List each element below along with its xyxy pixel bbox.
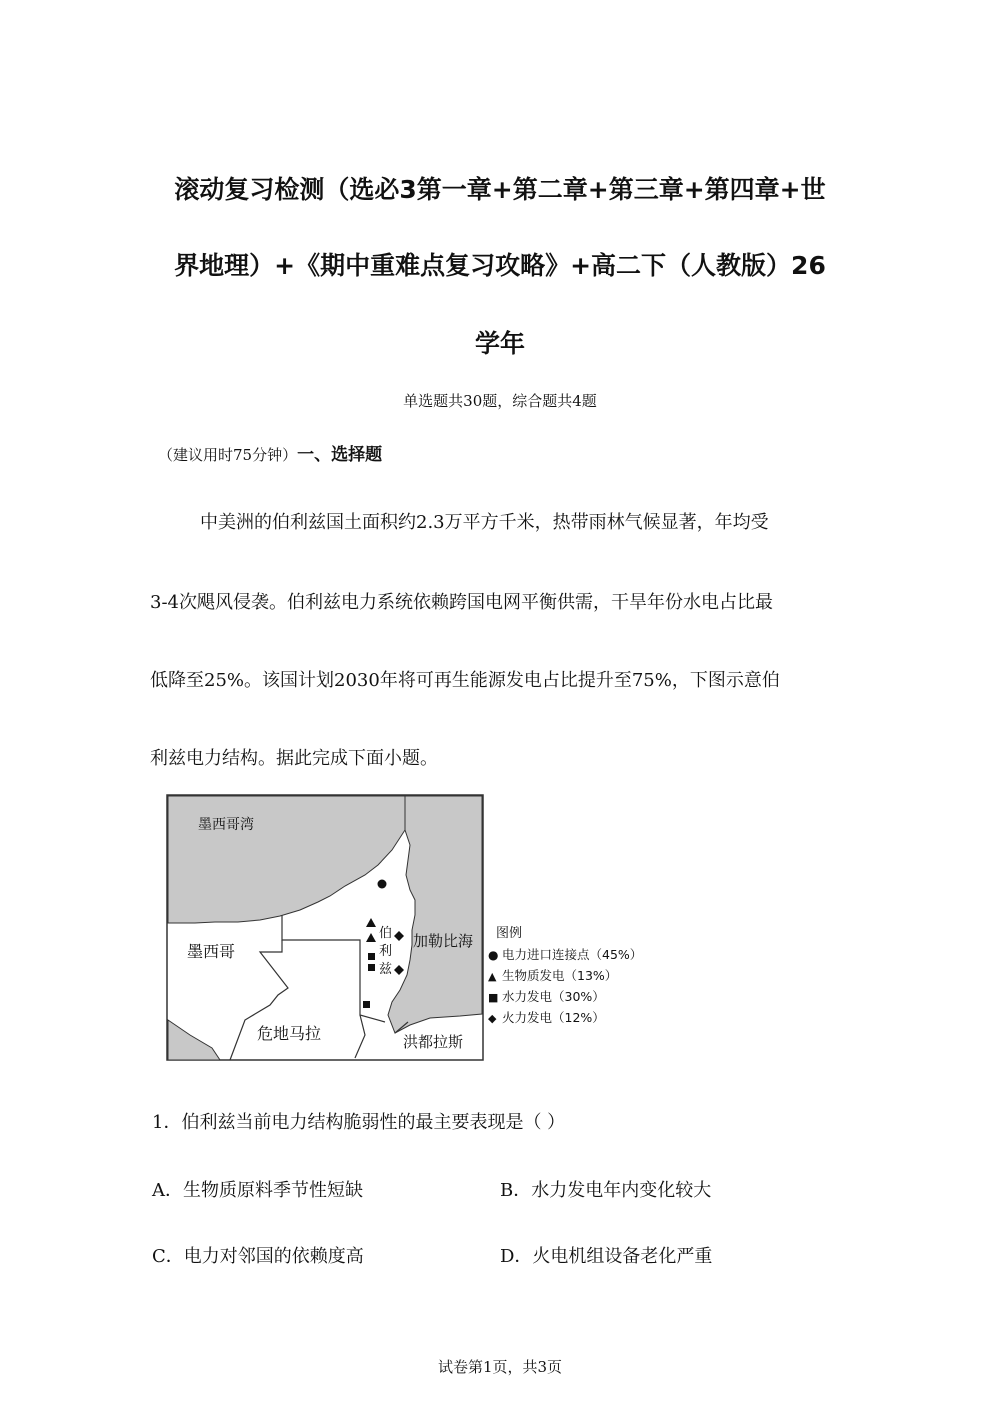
label-gulf-of-mexico: 墨西哥湾 bbox=[198, 817, 254, 833]
legend-hydro-label: 水力发电（30%） bbox=[502, 989, 605, 1004]
label-mexico: 墨西哥 bbox=[187, 942, 236, 961]
hydro-marker bbox=[368, 964, 375, 971]
question-stem: 1．伯利兹当前电力结构脆弱性的最主要表现是（ ） bbox=[152, 1112, 566, 1133]
hydro-marker bbox=[363, 1001, 370, 1008]
legend-symbol-square: ■ bbox=[488, 991, 499, 1004]
time-hint: （建议用时75分钟） bbox=[158, 446, 298, 464]
label-guatemala: 危地马拉 bbox=[257, 1024, 322, 1043]
belize-power-map bbox=[160, 790, 670, 1065]
title-line-1: 滚动复习检测（选必3第一章+第二章+第三章+第四章+世 bbox=[174, 175, 826, 204]
label-honduras: 洪都拉斯 bbox=[403, 1033, 464, 1051]
section-heading: 一、选择题 bbox=[297, 445, 383, 465]
import-point-marker bbox=[378, 880, 387, 889]
title-line-2: 界地理）+《期中重难点复习攻略》+高二下（人教版）26 bbox=[174, 251, 826, 280]
legend-biomass-label: 生物质发电（13%） bbox=[502, 968, 618, 983]
label-belize-3: 兹 bbox=[379, 962, 393, 977]
passage-line-4: 利兹电力结构。据此完成下面小题。 bbox=[150, 748, 438, 769]
option-b: B．水力发电年内变化较大 bbox=[500, 1180, 712, 1201]
legend-symbol-triangle: ▲ bbox=[488, 970, 497, 983]
passage-line-3: 低降至25%。该国计划2030年将可再生能源发电占比提升至75%，下图示意伯 bbox=[150, 670, 780, 691]
hydro-marker bbox=[368, 953, 375, 960]
passage-line-1: 中美洲的伯利兹国土面积约2.3万平方千米，热带雨林气候显著，年均受 bbox=[200, 512, 769, 533]
label-belize-2: 利 bbox=[379, 944, 393, 959]
option-d: D．火电机组设备老化严重 bbox=[500, 1246, 713, 1267]
question-count: 单选题共30题，综合题共4题 bbox=[403, 392, 597, 410]
page-footer: 试卷第1页，共3页 bbox=[437, 1358, 563, 1376]
option-a: A．生物质原料季节性短缺 bbox=[152, 1180, 363, 1201]
legend-symbol-circle: ● bbox=[488, 948, 499, 962]
legend-symbol-diamond: ◆ bbox=[488, 1012, 497, 1025]
legend-thermal-label: 火力发电（12%） bbox=[502, 1010, 605, 1025]
passage-line-2: 3-4次飓风侵袭。伯利兹电力系统依赖跨国电网平衡供需，干旱年份水电占比最 bbox=[150, 592, 773, 613]
time-hint-row bbox=[158, 440, 382, 465]
option-c: C．电力对邻国的依赖度高 bbox=[152, 1246, 364, 1267]
label-caribbean: 加勒比海 bbox=[413, 932, 474, 950]
label-belize-1: 伯 bbox=[379, 926, 393, 941]
map-legend bbox=[488, 926, 642, 1025]
legend-title: 图例 bbox=[496, 926, 523, 941]
title-line-3: 学年 bbox=[474, 329, 525, 358]
legend-import-label: 电力进口连接点（45%） bbox=[502, 947, 643, 962]
